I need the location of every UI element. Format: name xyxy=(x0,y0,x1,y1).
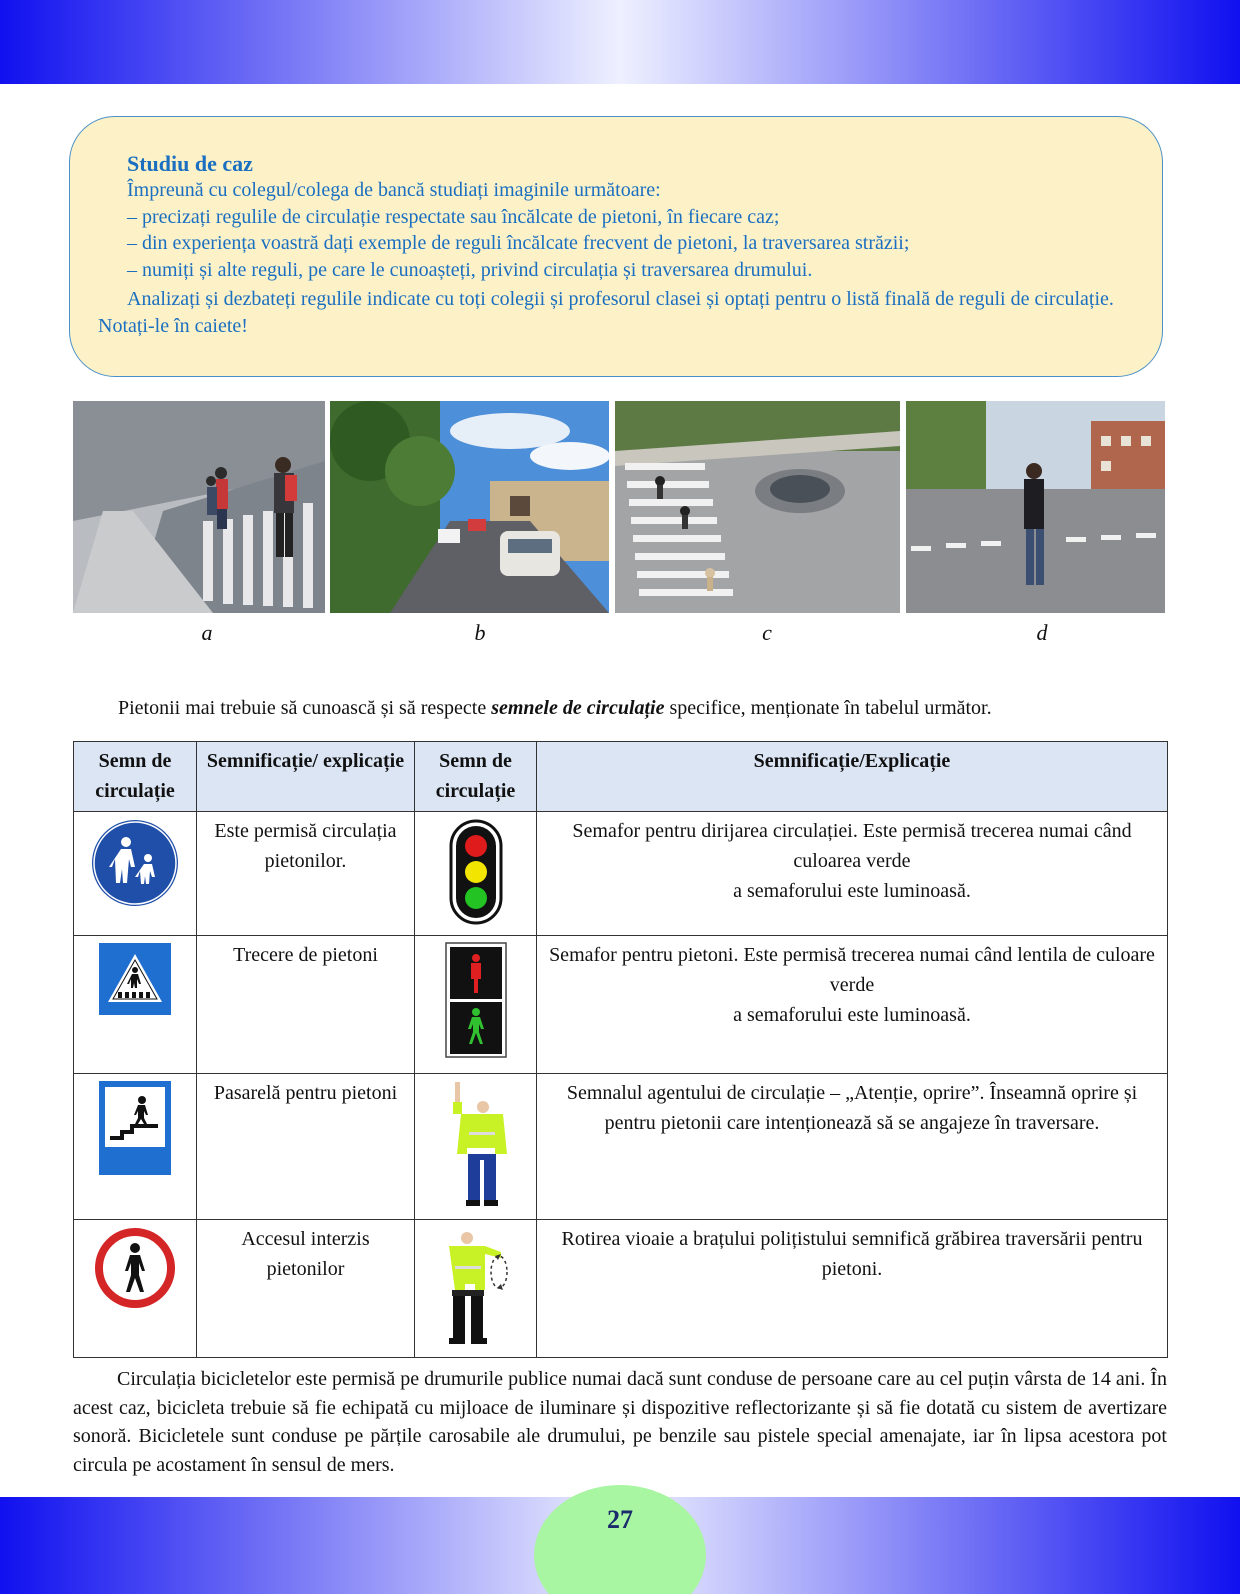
sign-explanation-line: Semafor pentru dirijarea circulației. Este permisă trecerea numai când culoarea verde xyxy=(572,820,1132,872)
table-header: Semn de circulație xyxy=(74,742,197,812)
sign-explanation-line: Semafor pentru pietoni. Este permisă trecerea numai când lentila de culoare verde xyxy=(549,944,1155,996)
table-header: Semnificație/ explicație xyxy=(197,742,415,812)
sign-explanation xyxy=(537,936,1168,1074)
photo-phone-pedestrian xyxy=(906,401,1165,613)
case-study-box xyxy=(69,116,1163,377)
traffic-signs-table xyxy=(73,741,1168,1358)
case-study-item: – precizați regulile de circulație respectate sau încălcate de pietoni, în fiecare caz; xyxy=(127,205,780,228)
photo-label-a: a xyxy=(201,620,213,645)
sign-cell xyxy=(415,1220,537,1358)
page-number: 27 xyxy=(607,1505,633,1534)
photo-busy-street xyxy=(330,401,609,613)
signs-intro-emphasis: semnele de circulație xyxy=(491,697,665,719)
photo-label-d: d xyxy=(1036,620,1048,645)
case-study-item: – numiți și alte reguli, pe care le cunoașteți, privind circulația și traversarea drumului. xyxy=(127,258,813,281)
sign-explanation xyxy=(537,1220,1168,1358)
police-officer-arm-rotation-icon xyxy=(441,1226,511,1348)
case-study-title: Studiu de caz xyxy=(127,151,253,176)
bicycle-paragraph xyxy=(73,1365,1167,1479)
pedestrian-traffic-light-icon xyxy=(445,942,507,1058)
photo-label-b: b xyxy=(474,620,486,645)
case-study-closing: Analizați și dezbateți regulile indicate cu toți colegii și profesorul clasei și optați pentru o listă finală de reguli de circulație. Notați-le în caiete! xyxy=(98,288,1114,337)
sign-cell xyxy=(74,1220,197,1358)
sign-explanation-line: a semaforului este luminoasă. xyxy=(733,1004,971,1026)
sign-cell xyxy=(415,1074,537,1220)
photo-strip xyxy=(0,401,1240,613)
sign-explanation-line: a semaforului este luminoasă. xyxy=(733,880,971,902)
table-row xyxy=(74,1220,1168,1358)
bicycle-paragraph-text: Circulația bicicletelor este permisă pe drumurile publice numai dacă sunt conduse de persoane care au cel puțin vârsta de 14 ani. În acest caz, bicicleta trebuie să fie echipată cu mijloace de iluminare și dispozitive reflectorizante și să fie dotată cu sistem de avertizare sonoră. Bicicletele sunt conduse pe părțile carosabile ale drumului, pe benzile sau pistele special amenajate, iar în lipsa acestora pot circula pe acostament în sensul de mers. xyxy=(73,1368,1167,1476)
sign-meaning: Trecere de pietoni xyxy=(197,936,415,1074)
table-row xyxy=(74,812,1168,936)
table-header: Semnificație/Explicație xyxy=(537,742,1168,812)
no-pedestrians-sign-icon xyxy=(93,1226,177,1310)
sign-meaning: Accesul interzis pietonilor xyxy=(197,1220,415,1358)
case-study-item: – din experiența voastră dați exemple de reguli încălcate frecvent de pietoni, la traversarea străzii; xyxy=(127,232,910,254)
table-header: Semn de circulație xyxy=(415,742,537,812)
sign-explanation xyxy=(537,812,1168,936)
sign-meaning: Este permisă circulația pietonilor. xyxy=(197,812,415,936)
sign-cell xyxy=(74,812,197,936)
pedestrian-footbridge-sign-icon xyxy=(98,1080,172,1176)
photo-label-c: c xyxy=(762,620,772,645)
case-study-intro: Împreună cu colegul/colega de bancă studiați imaginile următoare: xyxy=(127,179,661,201)
pedestrian-path-sign-icon xyxy=(90,818,180,908)
sign-cell xyxy=(415,936,537,1074)
sign-cell xyxy=(415,812,537,936)
sign-explanation-line: Rotirea vioaie a brațului polițistului semnifică grăbirea traversării pentru pietoni. xyxy=(561,1228,1143,1280)
table-header-row xyxy=(74,742,1168,812)
traffic-light-icon xyxy=(448,818,504,926)
photo-sidewalk xyxy=(73,401,325,613)
sign-cell xyxy=(74,936,197,1074)
signs-intro xyxy=(74,695,1168,721)
police-officer-stop-icon xyxy=(441,1080,511,1210)
signs-intro-before: Pietonii mai trebuie să cunoască și să respecte xyxy=(118,697,492,719)
top-header-band xyxy=(0,0,1240,84)
sign-explanation xyxy=(537,1074,1168,1220)
sign-meaning: Pasarelă pentru pietoni xyxy=(197,1074,415,1220)
sign-explanation-line: Semnalul agentului de circulație – „Atenție, oprire”. Înseamnă oprire și pentru pietonii care intenționează să se angajeze în traversare. xyxy=(566,1082,1138,1134)
table-row xyxy=(74,1074,1168,1220)
table-row xyxy=(74,936,1168,1074)
photo-crosswalk-aerial xyxy=(615,401,900,613)
pedestrian-crossing-sign-icon xyxy=(98,942,172,1016)
signs-intro-after: specifice, menționate în tabelul următor. xyxy=(664,697,992,719)
sign-cell xyxy=(74,1074,197,1220)
